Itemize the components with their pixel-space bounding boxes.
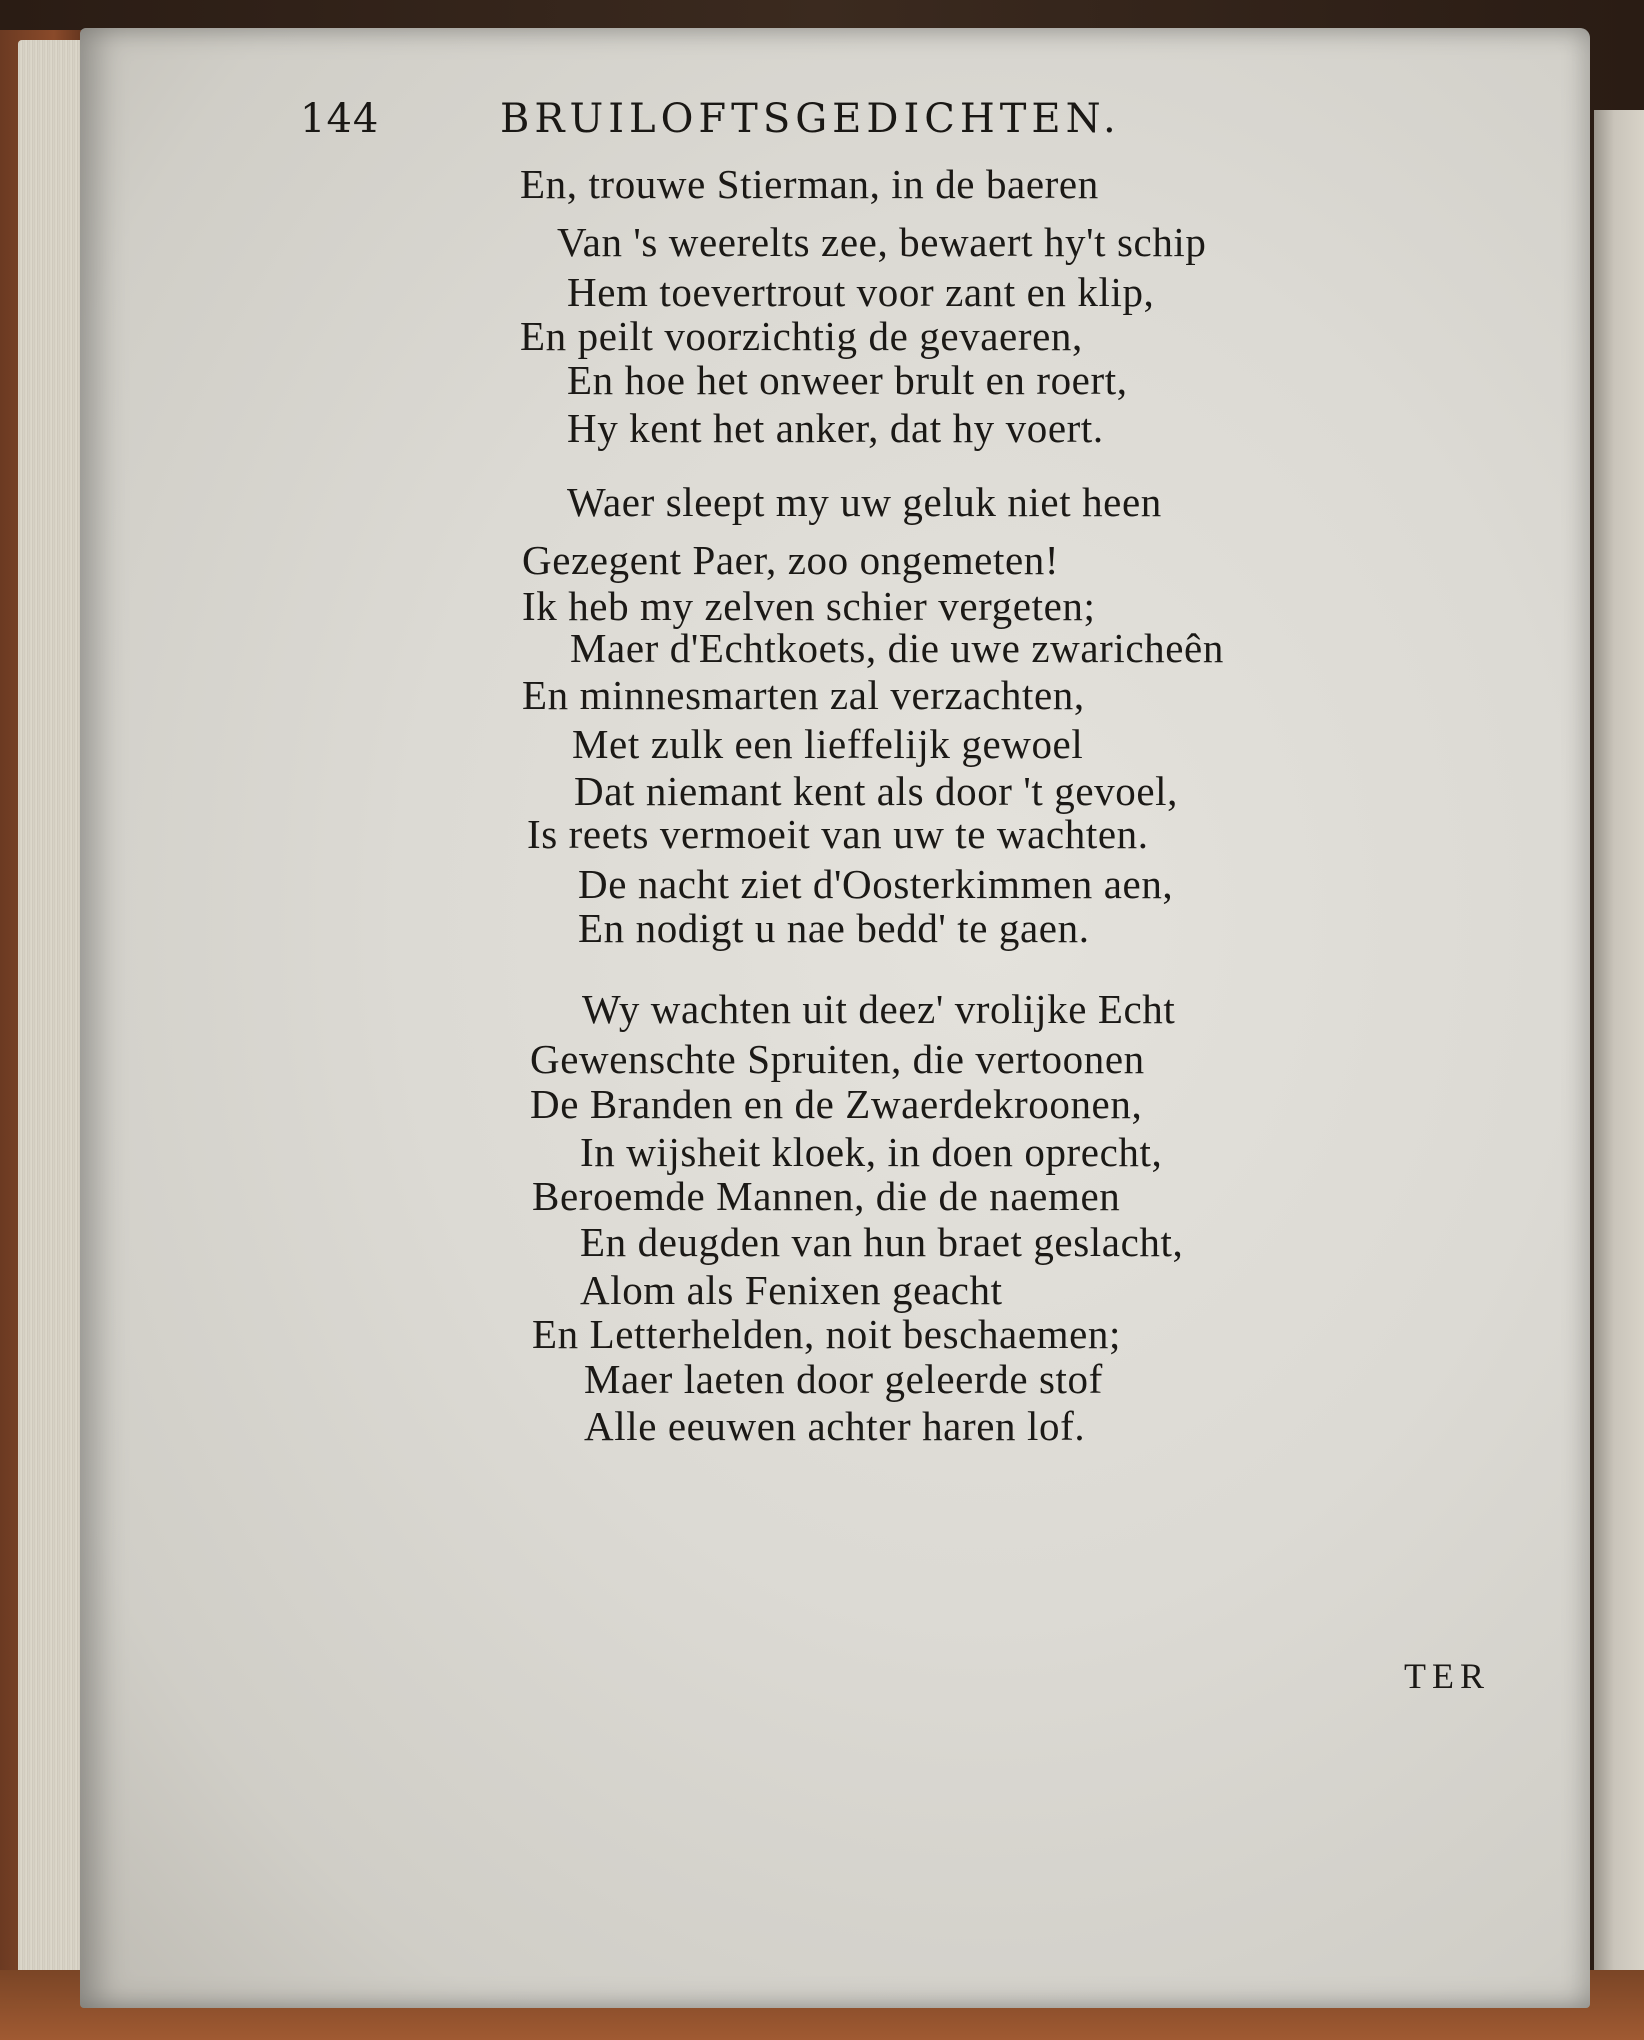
verse-line: De Branden en de Zwaerdekroonen, — [530, 1081, 1143, 1127]
verse-line: Beroemde Mannen, die de naemen — [532, 1173, 1121, 1219]
verse-line: Maer d'Echtkoets, die uwe zwaricheên — [570, 625, 1224, 671]
verse-line: In wijsheit kloek, in doen oprecht, — [580, 1129, 1163, 1175]
running-head — [300, 96, 1345, 156]
verse-line: En deugden van hun braet geslacht, — [580, 1219, 1184, 1265]
verse-line: Maer laeten door geleerde stof — [584, 1356, 1103, 1402]
verse-line: Gewenschte Spruiten, die vertoonen — [530, 1036, 1145, 1082]
verse-line: Wy wachten uit deez' vrolijke Echt — [582, 986, 1176, 1032]
catchword: TER — [1404, 1656, 1490, 1696]
verse-line: Hem toevertrout voor zant en klip, — [567, 269, 1155, 315]
running-title: BRUILOFTSGEDICHTEN. — [500, 96, 1121, 142]
verse-line: En nodigt u nae bedd' te gaen. — [578, 905, 1090, 951]
verse-line: Gezegent Paer, zoo ongemeten! — [522, 537, 1060, 583]
verse-line: En Letterhelden, noit beschaemen; — [532, 1311, 1122, 1357]
verse-line: En hoe het onweer brult en roert, — [567, 357, 1128, 403]
verse-line: Van 's weerelts zee, bewaert hy't schip — [557, 219, 1207, 265]
verse-line: En, trouwe Stierman, in de baeren — [520, 161, 1099, 207]
page-number: 144 — [300, 96, 380, 142]
facing-page-edge — [1594, 110, 1644, 1990]
verse-line: Alom als Fenixen geacht — [580, 1267, 1003, 1313]
page-edges-left — [18, 40, 88, 2000]
verse-line: Waer sleept my uw geluk niet heen — [567, 479, 1162, 525]
verse-line: Is reets vermoeit van uw te wachten. — [527, 811, 1149, 857]
verse-line: Met zulk een lieffelijk gewoel — [572, 721, 1084, 767]
verse-line: Alle eeuwen achter haren lof. — [584, 1403, 1086, 1449]
verse-line: En minnesmarten zal verzachten, — [522, 672, 1085, 718]
verse-line: En peilt voorzichtig de gevaeren, — [520, 313, 1083, 359]
verse-line: Ik heb my zelven schier vergeten; — [522, 583, 1096, 629]
verse-line: Dat niemant kent als door 't gevoel, — [574, 768, 1178, 814]
verse-line: Hy kent het anker, dat hy voert. — [567, 405, 1104, 451]
verse-line: De nacht ziet d'Oosterkimmen aen, — [578, 861, 1174, 907]
